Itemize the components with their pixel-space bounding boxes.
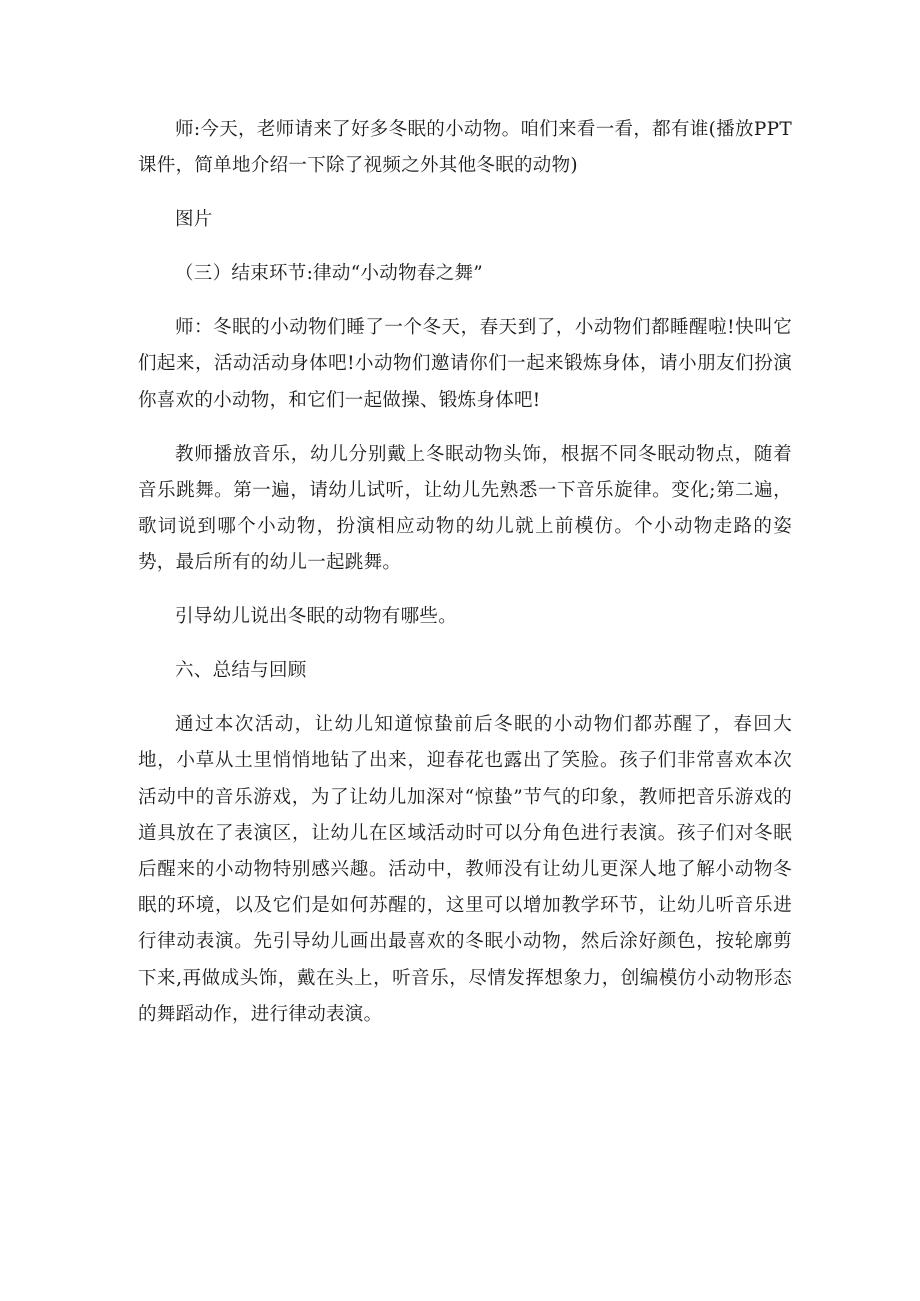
paragraph-summary-review: 通过本次活动，让幼儿知道惊蛰前后冬眠的小动物们都苏醒了，春回大地，小草从土里悄悄地钻了出来，迎春花也露出了笑脸。孩子们非常喜欢本次活动中的音乐游戏，为了让幼儿加深对“惊蛰”节气的印象，教师把音乐游戏的道具放在了表演区，让幼儿在区域活动时可以分角色进行表演。孩子们对冬眠后醒来的小动物特别感兴趣。活动中，教师没有让幼儿更深人地了解小动物冬眠的环境，以及它们是如何苏醒的，这里可以增加教学环节，让幼儿听音乐进行律动表演。先引导幼儿画出最喜欢的冬眠小动物，然后涂好颜色，按轮廓剪下来,再做成头饰，戴在头上，听音乐，尽情发挥想象力，创编模仿小动物形态的舞蹈动作，进行律动表演。: [138, 714, 792, 1025]
section-heading-summary: 六、总结与回顾: [175, 660, 307, 682]
paragraph-guide-children: 引导幼儿说出冬眠的动物有哪些。: [175, 606, 458, 628]
paragraph-music-dance: 教师播放音乐，幼儿分别戴上冬眠动物头饰，根据不同冬眠动物点，随着音乐跳舞。第一遍，请幼儿试听，让幼儿先熟悉一下音乐旋律。变化;第二遍，歌词说到哪个小动物，扮演相应动物的幼儿就上前模仿。个小动物走路的姿势，最后所有的幼儿一起跳舞。: [138, 443, 792, 574]
paragraph-image-placeholder: 图片: [175, 209, 213, 231]
section-heading-ending: （三）结束环节:律动“小动物春之舞”: [175, 263, 484, 285]
paragraph-teacher-wakeup: 师：冬眠的小动物们睡了一个冬天，春天到了，小动物们都睡醒啦!快叫它们起来，活动活动身体吧!小动物们邀请你们一起来锻炼身体，请小朋友们扮演你喜欢的小动物，和它们一起做操、锻炼身体吧!: [138, 317, 792, 411]
paragraph-teacher-intro: 师:今天，老师请来了好多冬眠的小动物。咱们来看一看，都有谁(播放PPT课件，简单地介绍一下除了视频之外其他冬眠的动物): [138, 119, 792, 177]
document-page: [138, 112, 792, 1051]
